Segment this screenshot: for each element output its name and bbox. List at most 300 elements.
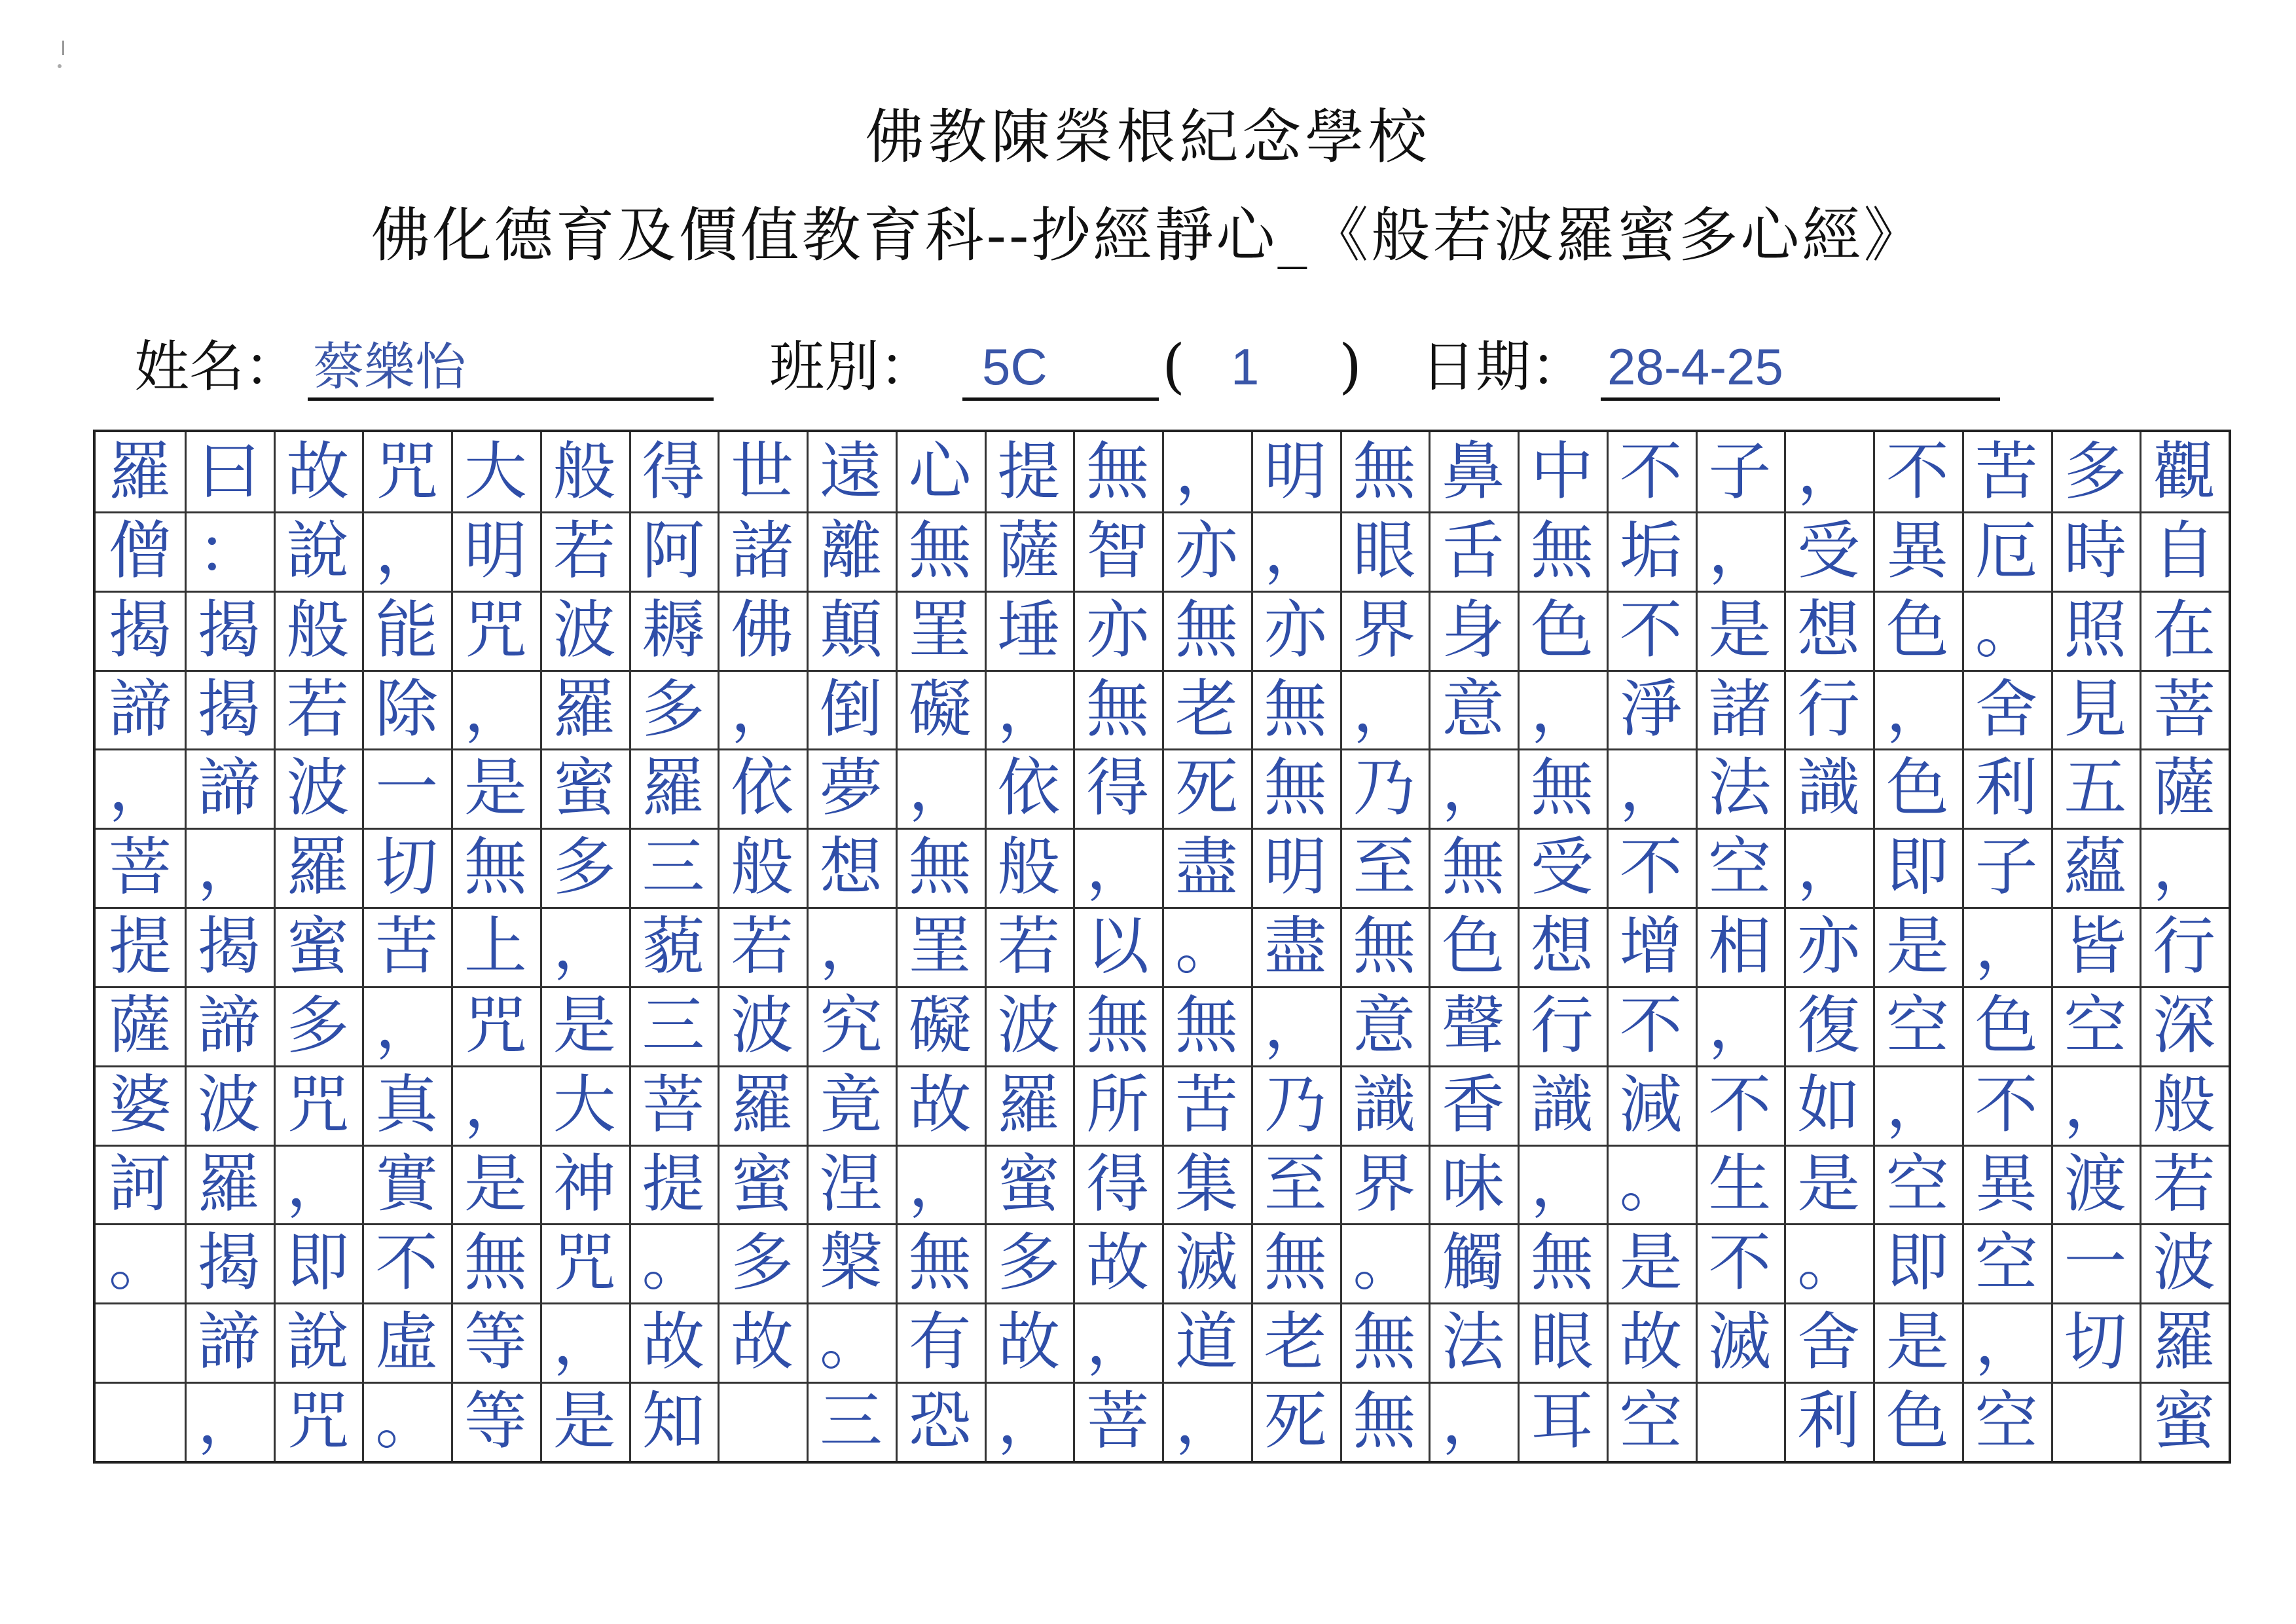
grid-cell-character: 無	[1264, 751, 1327, 825]
grid-cell-character: 等	[464, 1384, 527, 1458]
grid-cell-character: 無	[1530, 751, 1594, 825]
grid-cell-character: 咒	[464, 593, 527, 667]
grid-cell-character: 依	[997, 751, 1061, 825]
grid-cell-character: 舌	[1442, 513, 1505, 587]
grid-cell-character: 空	[1708, 830, 1772, 904]
grid-cell-character: 得	[1086, 751, 1150, 825]
date-value[interactable]: 28-4-25	[1607, 338, 1783, 396]
grid-cell-character: 是	[1886, 910, 1949, 984]
grid-cell-character: 皆	[2064, 910, 2127, 984]
grid-cell-character: 無	[1175, 593, 1238, 667]
grid-cell-character: 受	[1530, 830, 1594, 904]
grid-cell-character: 一	[375, 751, 439, 825]
grid-cell-character: 波	[997, 988, 1061, 1062]
grid-cell-character: 死	[1264, 1384, 1327, 1458]
grid-cell-character: 故	[642, 1305, 705, 1379]
grid-cell-character: 增	[1619, 910, 1683, 984]
grid-cell-character: 大	[464, 435, 527, 508]
grid-cell-character: 薩	[108, 988, 172, 1062]
grid-cell-character: 多	[997, 1226, 1061, 1300]
grid-cell-character: 竟	[819, 1067, 883, 1141]
grid-cell-character: ，	[819, 910, 883, 984]
grid-cell-character: ：	[197, 513, 261, 587]
grid-cell-character: 菩	[642, 1067, 705, 1141]
grid-cell-character: 實	[375, 1147, 439, 1221]
grid-cell-character: 集	[1175, 1147, 1238, 1221]
grid-cell-character: 般	[286, 593, 350, 667]
grid-cell-character: 亦	[1175, 513, 1238, 587]
grid-cell-character: 。	[1353, 1226, 1416, 1300]
grid-cell-character: 深	[2153, 988, 2216, 1062]
grid-cell-character: 想	[1797, 593, 1861, 667]
grid-cell-character: 諸	[1708, 672, 1772, 746]
school-title: 佛教陳榮根紀念學校	[865, 103, 1431, 172]
grid-cell-character: 除	[375, 672, 439, 746]
grid-cell-character: ，	[464, 1067, 527, 1141]
grid-cell-character: 三	[819, 1384, 883, 1458]
grid-cell-character: 受	[1797, 513, 1861, 587]
grid-cell-character: 若	[731, 910, 794, 984]
grid-cell-character: 等	[464, 1305, 527, 1379]
grid-cell-character: 三	[642, 988, 705, 1062]
grid-cell-character: 切	[2064, 1305, 2127, 1379]
grid-cell-character: 盡	[1175, 830, 1238, 904]
grid-cell-character: 苦	[1975, 435, 2038, 508]
grid-cell-character: 垢	[1619, 513, 1683, 587]
grid-cell-character: 三	[642, 830, 705, 904]
grid-cell-character: 無	[1530, 513, 1594, 587]
grid-cell-character: 恐	[908, 1384, 972, 1458]
student-info-row	[0, 331, 2296, 403]
grid-cell-character: 界	[1353, 593, 1416, 667]
date-underline	[1601, 397, 2000, 401]
grid-cell-character: ，	[1264, 513, 1327, 587]
grid-cell-character: 舍	[1797, 1305, 1861, 1379]
grid-cell-character: 苦	[1175, 1067, 1238, 1141]
grid-cell-character: 蜜	[553, 751, 616, 825]
grid-cell-character: 眼	[1353, 513, 1416, 587]
grid-cell-character: 故	[1619, 1305, 1683, 1379]
grid-cell-character: 厄	[1975, 513, 2038, 587]
grid-cell-character: 薩	[2153, 751, 2216, 825]
grid-cell-character: 不	[1708, 1067, 1772, 1141]
grid-cell-character: 利	[1975, 751, 2038, 825]
grid-cell-character: 若	[2153, 1147, 2216, 1221]
grid-cell-character: 意	[1442, 672, 1505, 746]
grid-cell-character: ，	[1975, 910, 2038, 984]
grid-cell-character: 盡	[1264, 910, 1327, 984]
grid-cell-character: 故	[286, 435, 350, 508]
grid-cell-character: 故	[731, 1305, 794, 1379]
grid-cell-character: 僧	[108, 513, 172, 587]
grid-cell-character: 觀	[2153, 435, 2216, 508]
grid-cell-character: 羅	[731, 1067, 794, 1141]
grid-cell-character: 是	[464, 1147, 527, 1221]
grid-cell-character: 色	[1886, 751, 1949, 825]
grid-cell-character: 顛	[819, 593, 883, 667]
grid-cell-character: ，	[908, 1147, 972, 1221]
grid-cell-character: 異	[1975, 1147, 2038, 1221]
grid-cell-character: 蜜	[731, 1147, 794, 1221]
grid-cell-character: 照	[2064, 593, 2127, 667]
grid-cell-character: 至	[1264, 1147, 1327, 1221]
grid-cell-character: 礙	[908, 672, 972, 746]
grid-cell-character: 行	[1530, 988, 1594, 1062]
grid-cell-character: 復	[1797, 988, 1861, 1062]
grid-cell-character: 諦	[197, 988, 261, 1062]
grid-cell-character: 香	[1442, 1067, 1505, 1141]
grid-cell-character: 無	[1442, 830, 1505, 904]
grid-cell-character: 無	[1175, 988, 1238, 1062]
grid-cell-character: 渡	[2064, 1147, 2127, 1221]
grid-cell-character: 故	[1086, 1226, 1150, 1300]
grid-cell-character: ，	[1619, 751, 1683, 825]
grid-cell-character: 聲	[1442, 988, 1505, 1062]
grid-cell-character: 道	[1175, 1305, 1238, 1379]
grid-cell-character: 無	[1353, 435, 1416, 508]
grid-cell-character: 虛	[375, 1305, 439, 1379]
grid-cell-character: 不	[1975, 1067, 2038, 1141]
grid-cell-character: 不	[375, 1226, 439, 1300]
grid-cell-character: 不	[1619, 435, 1683, 508]
grid-cell-character: 波	[286, 751, 350, 825]
grid-cell-character: 故	[908, 1067, 972, 1141]
grid-cell-character: 如	[1797, 1067, 1861, 1141]
grid-cell-character: 菩	[108, 830, 172, 904]
grid-cell-character: ，	[1086, 1305, 1150, 1379]
grid-cell-character: 罣	[908, 593, 972, 667]
grid-cell-character: 乃	[1264, 1067, 1327, 1141]
grid-cell-character: 老	[1175, 672, 1238, 746]
grid-cell-character: 揭	[197, 1226, 261, 1300]
grid-cell-character: 法	[1442, 1305, 1505, 1379]
grid-cell-character: 般	[731, 830, 794, 904]
grid-cell-character: 提	[642, 1147, 705, 1221]
grid-cell-character: 時	[2064, 513, 2127, 587]
grid-cell-character: 羅	[108, 435, 172, 508]
grid-cell-character: ，	[997, 672, 1061, 746]
grid-cell-character: 滅	[1175, 1226, 1238, 1300]
grid-cell-character: 波	[197, 1067, 261, 1141]
grid-cell-character: 諸	[731, 513, 794, 587]
grid-cell-character: 諦	[197, 1305, 261, 1379]
grid-cell-character: 不	[1619, 988, 1683, 1062]
grid-cell-character: ，	[197, 830, 261, 904]
grid-cell-character: 諦	[197, 751, 261, 825]
grid-cell-character: 咒	[464, 988, 527, 1062]
grid-cell-character: ，	[1886, 672, 1949, 746]
grid-cell-character: ，	[1530, 1147, 1594, 1221]
grid-cell-character: 無	[1086, 435, 1150, 508]
grid-cell-character: 不	[1619, 593, 1683, 667]
grid-cell-character: 識	[1353, 1067, 1416, 1141]
grid-cell-character: ，	[1886, 1067, 1949, 1141]
grid-cell-character: 世	[731, 435, 794, 508]
grid-cell-character: 多	[286, 988, 350, 1062]
scan-speck	[62, 41, 71, 55]
grid-cell-character: ，	[731, 672, 794, 746]
grid-cell-character: 羅	[286, 830, 350, 904]
grid-cell-character: 老	[1264, 1305, 1327, 1379]
grid-cell-character: 苦	[375, 910, 439, 984]
grid-cell-character: 揭	[108, 593, 172, 667]
grid-cell-character: ，	[375, 513, 439, 587]
grid-cell-character: 在	[2153, 593, 2216, 667]
grid-cell-character: 法	[1708, 751, 1772, 825]
grid-cell-character: 蜜	[286, 910, 350, 984]
open-paren: (	[1162, 332, 1186, 401]
grid-cell-character: 蜜	[997, 1147, 1061, 1221]
class-number-value[interactable]: 1	[1231, 338, 1260, 396]
class-value[interactable]: 5C	[982, 338, 1048, 396]
grid-cell-character: 空	[1975, 1226, 2038, 1300]
grid-cell-character: 所	[1086, 1067, 1150, 1141]
grid-cell-character: ，	[908, 751, 972, 825]
grid-cell-character: ，	[197, 1384, 261, 1458]
grid-cell-character: 不	[1619, 830, 1683, 904]
grid-cell-character: ，	[553, 910, 616, 984]
grid-cell-character: 提	[997, 435, 1061, 508]
grid-cell-character: 是	[464, 751, 527, 825]
grid-cell-character: 明	[1264, 435, 1327, 508]
grid-cell-character: 即	[1886, 830, 1949, 904]
grid-cell-character: 是	[1886, 1305, 1949, 1379]
grid-cell-character: 生	[1708, 1147, 1772, 1221]
grid-cell-character: 淨	[1619, 672, 1683, 746]
grid-cell-character: ，	[1797, 830, 1861, 904]
grid-cell-character: 亦	[1086, 593, 1150, 667]
grid-cell-character: 般	[997, 830, 1061, 904]
grid-cell-character: 涅	[819, 1147, 883, 1221]
date-label: 日期：	[1421, 335, 1586, 399]
grid-cell-character: 色	[1442, 910, 1505, 984]
grid-cell-character: 若	[286, 672, 350, 746]
grid-cell-character: 咒	[375, 435, 439, 508]
grid-cell-character: 空	[1886, 1147, 1949, 1221]
grid-cell-character: 味	[1442, 1147, 1505, 1221]
grid-cell-character: 無	[1353, 910, 1416, 984]
grid-cell-character: 無	[464, 1226, 527, 1300]
grid-cell-character: 明	[1264, 830, 1327, 904]
grid-cell-character: 大	[553, 1067, 616, 1141]
grid-cell-character: 佛	[731, 593, 794, 667]
grid-cell-character: 多	[553, 830, 616, 904]
grid-cell-character: 明	[464, 513, 527, 587]
grid-cell-character: 無	[464, 830, 527, 904]
grid-cell-character: 空	[1975, 1384, 2038, 1458]
scan-speck	[58, 64, 62, 68]
sutra-copy-grid	[93, 430, 2231, 1464]
grid-cell-character: 究	[819, 988, 883, 1062]
grid-cell-character: 意	[1353, 988, 1416, 1062]
grid-cell-character: 。	[1175, 910, 1238, 984]
grid-cell-character: 亦	[1797, 910, 1861, 984]
grid-cell-character: 色	[1975, 988, 2038, 1062]
grid-cell-character: 中	[1530, 435, 1594, 508]
grid-cell-character: 是	[1708, 593, 1772, 667]
grid-cell-character: 切	[375, 830, 439, 904]
grid-cell-character: 即	[1886, 1226, 1949, 1300]
grid-cell-character: 智	[1086, 513, 1150, 587]
grid-cell-character: ，	[997, 1384, 1061, 1458]
grid-cell-character: 行	[2153, 910, 2216, 984]
grid-cell-character: 曰	[197, 435, 261, 508]
grid-cell-character: 識	[1797, 751, 1861, 825]
grid-cell-character: 無	[1264, 672, 1327, 746]
name-underline	[308, 397, 714, 401]
grid-cell-character: ，	[2064, 1067, 2127, 1141]
grid-cell-character: 。	[1619, 1147, 1683, 1221]
grid-cell-character: 神	[553, 1147, 616, 1221]
grid-cell-character: 界	[1353, 1147, 1416, 1221]
grid-cell-character: 見	[2064, 672, 2127, 746]
grid-cell-character: 波	[731, 988, 794, 1062]
grid-cell-character: 羅	[2153, 1305, 2216, 1379]
grid-cell-character: 藐	[642, 910, 705, 984]
grid-cell-character: ，	[1175, 1384, 1238, 1458]
grid-cell-character: 揭	[197, 910, 261, 984]
grid-cell-character: 罣	[908, 910, 972, 984]
grid-cell-character: 咒	[553, 1226, 616, 1300]
grid-cell-character: 不	[1886, 435, 1949, 508]
grid-cell-character: 無	[908, 1226, 972, 1300]
grid-cell-character: 真	[375, 1067, 439, 1141]
grid-cell-character: 無	[1353, 1384, 1416, 1458]
grid-cell-character: 鼻	[1442, 435, 1505, 508]
grid-cell-character: 咒	[286, 1067, 350, 1141]
grid-cell-character: 羅	[997, 1067, 1061, 1141]
close-paren: )	[1339, 332, 1362, 401]
grid-cell-character: ，	[1175, 435, 1238, 508]
grid-cell-character: ，	[108, 751, 172, 825]
grid-cell-character: 。	[642, 1226, 705, 1300]
grid-cell-character: ，	[1086, 830, 1150, 904]
grid-cell-character: 羅	[553, 672, 616, 746]
grid-cell-character: 行	[1797, 672, 1861, 746]
grid-cell-character: 無	[1264, 1226, 1327, 1300]
grid-cell-character: 若	[553, 513, 616, 587]
grid-cell-character: 異	[1886, 513, 1949, 587]
grid-cell-character: 觸	[1442, 1226, 1505, 1300]
grid-cell-character: 乃	[1353, 751, 1416, 825]
grid-cell-character: 即	[286, 1226, 350, 1300]
grid-cell-character: 說	[286, 1305, 350, 1379]
grid-cell-character: 菩	[2153, 672, 2216, 746]
grid-cell-character: 若	[997, 910, 1061, 984]
grid-cell-character: 死	[1175, 751, 1238, 825]
grid-cell-character: 故	[997, 1305, 1061, 1379]
grid-cell-character: 婆	[108, 1067, 172, 1141]
grid-cell-character: 色	[1886, 593, 1949, 667]
grid-cell-character: 羅	[197, 1147, 261, 1221]
grid-cell-character: 。	[375, 1384, 439, 1458]
grid-cell-character: 依	[731, 751, 794, 825]
grid-cell-character: 亦	[1264, 593, 1327, 667]
grid-cell-character: 蜜	[2153, 1384, 2216, 1458]
grid-cell-character: 菩	[1086, 1384, 1150, 1458]
grid-cell-character: ，	[1442, 1384, 1505, 1458]
grid-cell-character: 咒	[286, 1384, 350, 1458]
grid-cell-character: 空	[1886, 988, 1949, 1062]
grid-cell-character: 揭	[197, 593, 261, 667]
grid-cell-character: ，	[375, 988, 439, 1062]
grid-cell-character: 波	[2153, 1226, 2216, 1300]
grid-cell-character: ，	[1442, 751, 1505, 825]
grid-cell-character: 埵	[997, 593, 1061, 667]
grid-cell-character: 舍	[1975, 672, 2038, 746]
grid-cell-character: 五	[2064, 751, 2127, 825]
grid-cell-character: 有	[908, 1305, 972, 1379]
grid-cell-character: 無	[1086, 672, 1150, 746]
grid-cell-character: 空	[1619, 1384, 1683, 1458]
grid-cell-character: 知	[642, 1384, 705, 1458]
grid-cell-character: 滅	[1708, 1305, 1772, 1379]
grid-cell-character: 般	[553, 435, 616, 508]
grid-cell-character: 。	[819, 1305, 883, 1379]
grid-cell-character: 減	[1619, 1067, 1683, 1141]
grid-cell-character: 耨	[642, 593, 705, 667]
grid-cell-character: 相	[1708, 910, 1772, 984]
grid-cell-character: 無	[908, 513, 972, 587]
grid-cell-character: ，	[1708, 513, 1772, 587]
grid-cell-character: 自	[2153, 513, 2216, 587]
grid-cell-character: 色	[1886, 1384, 1949, 1458]
grid-cell-character: 身	[1442, 593, 1505, 667]
worksheet-title: 佛化德育及價值教育科--抄經靜心_《般若波羅蜜多心經》	[371, 201, 1925, 270]
grid-cell-character: 至	[1353, 830, 1416, 904]
grid-cell-character: 波	[553, 593, 616, 667]
grid-cell-character: 無	[1353, 1305, 1416, 1379]
class-underline	[962, 397, 1159, 401]
grid-cell-character: 不	[1708, 1226, 1772, 1300]
class-label: 班別：	[769, 335, 935, 399]
grid-cell-character: ，	[1797, 435, 1861, 508]
grid-cell-character: 利	[1797, 1384, 1861, 1458]
grid-cell-character: 槃	[819, 1226, 883, 1300]
grid-cell-character: ，	[1975, 1305, 2038, 1379]
grid-cell-character: 上	[464, 910, 527, 984]
name-value[interactable]: 蔡樂怡	[313, 338, 467, 396]
grid-cell-character: 揭	[197, 672, 261, 746]
grid-cell-character: ，	[286, 1147, 350, 1221]
grid-cell-character: 阿	[642, 513, 705, 587]
grid-cell-character: 提	[108, 910, 172, 984]
grid-cell-character: 無	[1086, 988, 1150, 1062]
grid-cell-character: 訶	[108, 1147, 172, 1221]
grid-cell-character: ，	[464, 672, 527, 746]
grid-cell-character: 薩	[997, 513, 1061, 587]
grid-cell-character: 礙	[908, 988, 972, 1062]
grid-cell-character: 得	[642, 435, 705, 508]
grid-cell-character: 。	[1975, 593, 2038, 667]
grid-cell-character: 。	[108, 1226, 172, 1300]
grid-cell-character: 般	[2153, 1067, 2216, 1141]
grid-cell-character: 無	[1530, 1226, 1594, 1300]
grid-cell-character: 蘊	[2064, 830, 2127, 904]
grid-cell-character: ，	[553, 1305, 616, 1379]
grid-cell-character: ，	[1530, 672, 1594, 746]
name-label: 姓名：	[134, 335, 300, 399]
grid-cell-character: ，	[1264, 988, 1327, 1062]
grid-cell-character: 多	[731, 1226, 794, 1300]
grid-cell-character: 識	[1530, 1067, 1594, 1141]
grid-cell-character: 說	[286, 513, 350, 587]
grid-cell-character: 。	[1797, 1226, 1861, 1300]
grid-cell-character: 多	[642, 672, 705, 746]
grid-cell-character: 得	[1086, 1147, 1150, 1221]
grid-cell-character: 空	[2064, 988, 2127, 1062]
grid-cell-character: 羅	[642, 751, 705, 825]
